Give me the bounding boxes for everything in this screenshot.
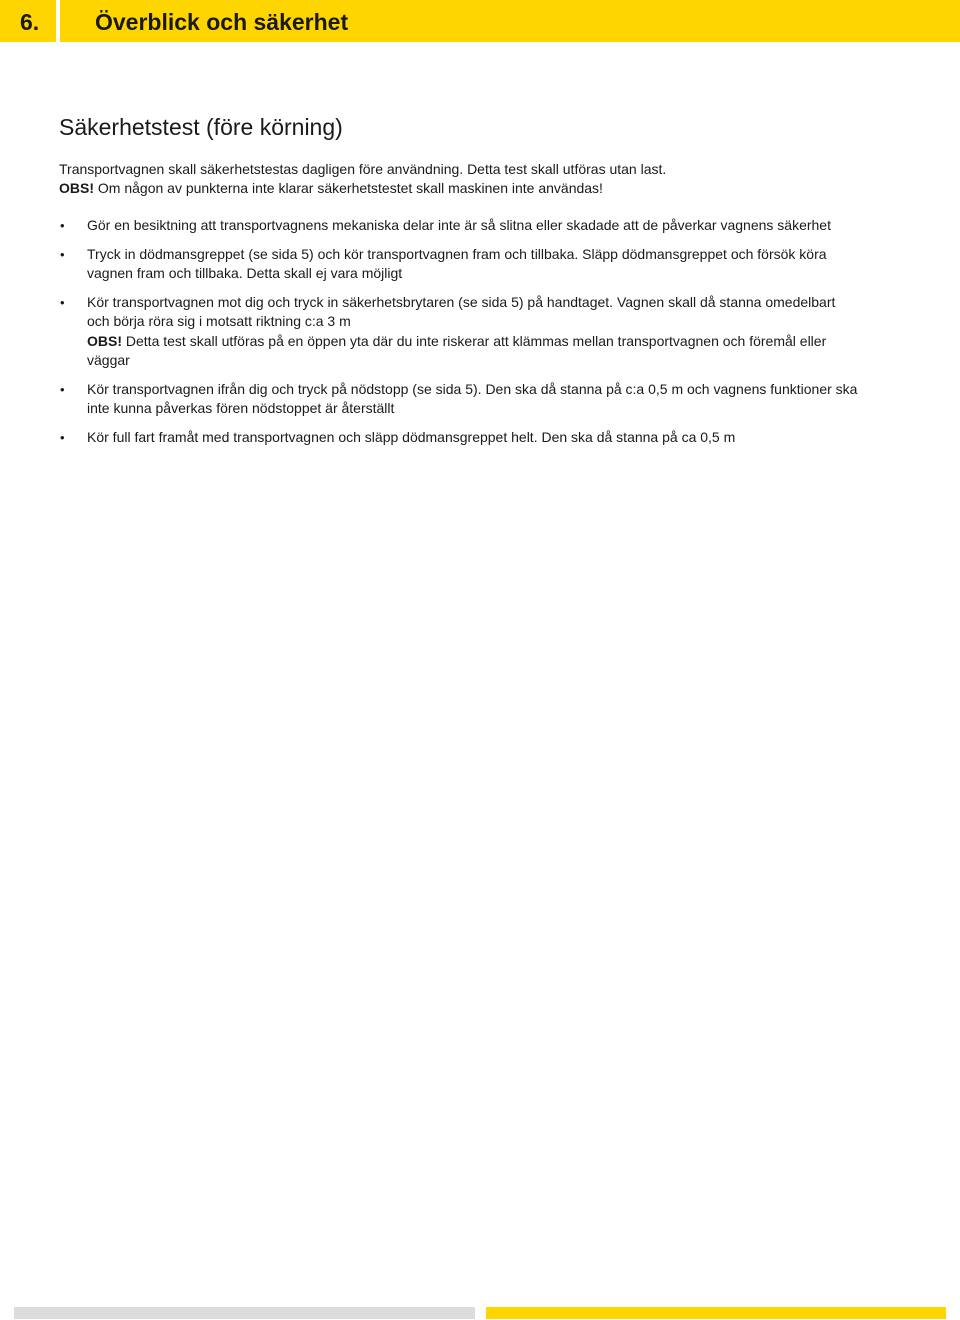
list-item-text: Kör full fart framåt med transportvagnen och släpp dödmansgreppet helt. Den ska då stanna på ca 0,5 m [87, 428, 736, 445]
list-item [59, 245, 859, 284]
footer-grey-bar [14, 1307, 475, 1319]
list-item-text: Gör en besiktning att transportvagnens mekaniska delar inte är så slitna eller skadade att de påverkar vagnens säkerhet [87, 217, 831, 233]
list-item-text: Tryck in dödmansgreppet (se sida 5) och kör transportvagnen fram och tillbaka. Släpp dödmansgreppet och försök köra vagnen fram och tillbaka. Detta skall ej vara möjligt [87, 245, 827, 281]
page-title: Säkerhetstest (före körning) [59, 114, 343, 140]
obs-label: OBS! [87, 332, 122, 349]
chapter-number: 6. [0, 0, 56, 42]
bullet-icon: • [60, 429, 65, 445]
list-item [59, 293, 859, 371]
list-item-text: Kör transportvagnen mot dig och tryck in säkerhetsbrytaren (se sida 5) på handtaget. Vagnen skall då stanna omedelbart och börja röra sig i motsatt riktning c:a 3 m [87, 293, 836, 329]
list-item [59, 216, 859, 236]
list-item-text: Kör transportvagnen ifrån dig och tryck på nödstopp (se sida 5). Den ska då stanna på c:a 0,5 m och vagnens funktioner ska inte kunna påverkas fören nödstoppet är återställt [87, 380, 858, 416]
bullet-icon: • [60, 246, 65, 262]
obs-label: OBS! [59, 180, 94, 196]
list-item-obs-text: Detta test skall utföras på en öppen yta där du inte riskerar att klämmas mellan transportvagnen och föremål eller väggar [87, 332, 827, 368]
bullet-icon: • [60, 218, 65, 233]
chapter-title: Överblick och säkerhet [60, 0, 960, 42]
main-content [59, 112, 859, 456]
intro-line-2 [59, 179, 859, 198]
intro-text [59, 160, 859, 198]
intro-line-2-text: Om någon av punkterna inte klarar säkerhetstestet skall maskinen inte användas! [94, 180, 603, 196]
list-item-obs [87, 332, 859, 371]
safety-check-list [59, 216, 859, 447]
bullet-icon: • [60, 294, 65, 310]
list-item [59, 428, 859, 448]
footer-yellow-bar [486, 1307, 946, 1319]
list-item [59, 380, 859, 419]
bullet-icon: • [60, 381, 65, 397]
intro-line-1: Transportvagnen skall säkerhetstestas dagligen före användning. Detta test skall utföras utan last. [59, 161, 667, 177]
